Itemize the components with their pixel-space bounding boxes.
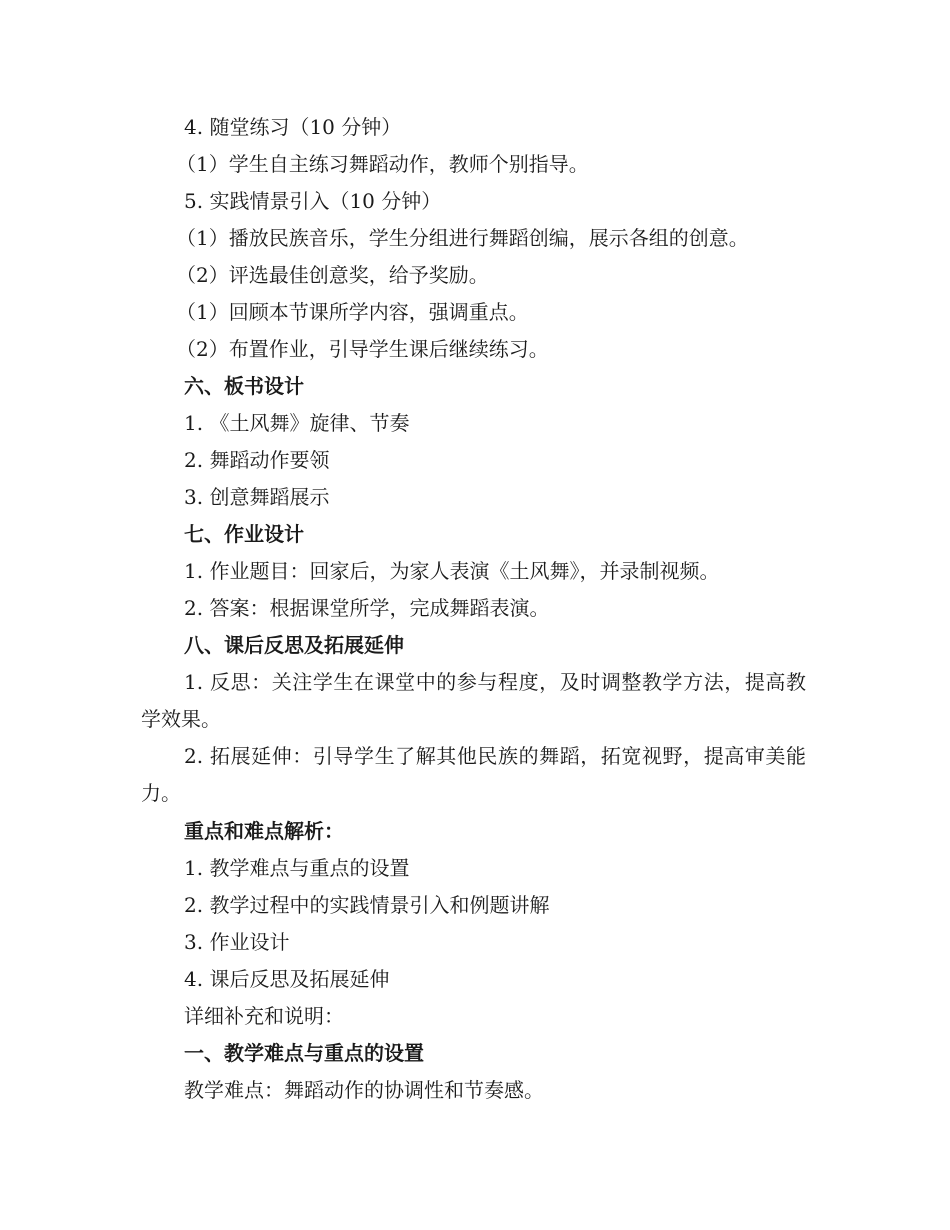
section-heading-homework: 七、作业设计 bbox=[184, 522, 304, 546]
list-item: 2. 答案：根据课堂所学，完成舞蹈表演。 bbox=[184, 596, 550, 620]
paragraph-difficulty: 教学难点：舞蹈动作的协调性和节奏感。 bbox=[184, 1078, 544, 1102]
list-item: （1）播放民族音乐，学生分组进行舞蹈创编，展示各组的创意。 bbox=[176, 226, 749, 250]
list-item: （2）评选最佳创意奖，给予奖励。 bbox=[176, 263, 489, 287]
list-item: （1）回顾本节课所学内容，强调重点。 bbox=[176, 300, 529, 324]
list-item: 1. 教学难点与重点的设置 bbox=[184, 856, 410, 880]
list-item: 4. 课后反思及拓展延伸 bbox=[184, 967, 390, 991]
list-item: 2. 舞蹈动作要领 bbox=[184, 448, 330, 472]
section-heading-board: 六、板书设计 bbox=[184, 374, 304, 398]
section-heading-difficulties: 一、教学难点与重点的设置 bbox=[184, 1041, 424, 1065]
list-item: 1. 《土风舞》旋律、节奏 bbox=[184, 411, 410, 435]
list-item: 3. 作业设计 bbox=[184, 930, 290, 954]
section-heading-key-points: 重点和难点解析： bbox=[184, 819, 344, 843]
paragraph-extension: 2. 拓展延伸：引导学生了解其他民族的舞蹈，拓宽视野，提高审美能力。 bbox=[141, 744, 806, 805]
supplement-label: 详细补充和说明： bbox=[184, 1004, 344, 1028]
list-item: （2）布置作业，引导学生课后继续练习。 bbox=[176, 337, 549, 361]
list-item: 5. 实践情景引入（10 分钟） bbox=[184, 189, 442, 213]
list-item: 2. 教学过程中的实践情景引入和例题讲解 bbox=[184, 893, 550, 917]
list-item: 1. 作业题目：回家后，为家人表演《土风舞》，并录制视频。 bbox=[184, 559, 720, 583]
list-item: 3. 创意舞蹈展示 bbox=[184, 485, 330, 509]
section-heading-reflection: 八、课后反思及拓展延伸 bbox=[184, 633, 404, 657]
list-item: （1）学生自主练习舞蹈动作，教师个别指导。 bbox=[176, 152, 589, 176]
list-item: 4. 随堂练习（10 分钟） bbox=[184, 115, 402, 139]
paragraph-reflection: 1. 反思：关注学生在课堂中的参与程度，及时调整教学方法，提高教学效果。 bbox=[141, 670, 806, 731]
